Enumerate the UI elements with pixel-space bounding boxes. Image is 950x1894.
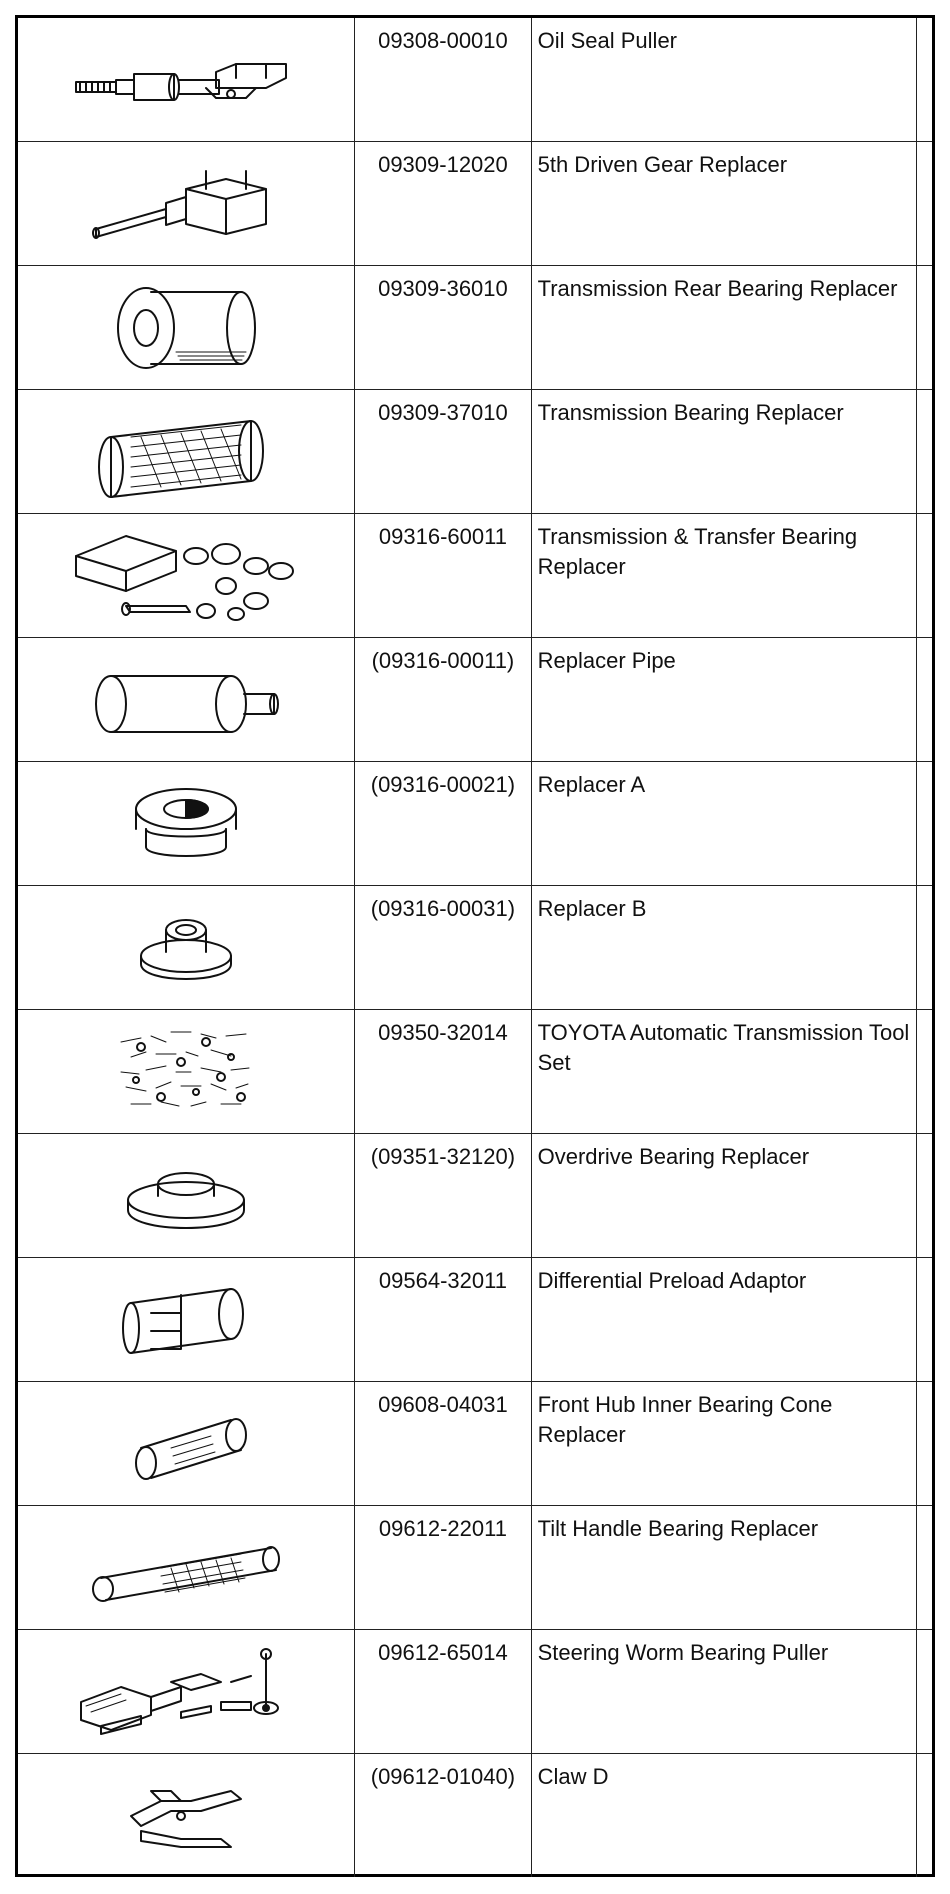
oil-seal-puller-icon: [66, 50, 306, 110]
part-number: 09564-32011: [378, 1268, 507, 1293]
table-row: [18, 514, 932, 638]
tool-description: Transmission & Transfer Bearing Replacer: [537, 524, 858, 579]
replacer-pipe-icon: [86, 660, 286, 740]
tool-table: [15, 15, 935, 1877]
part-number: (09316-00031): [370, 896, 516, 921]
part-number: 09308-00010: [378, 28, 508, 53]
table-row: [18, 1506, 932, 1630]
part-number: 09350-32014: [378, 1020, 508, 1045]
part-number: (09316-00011): [371, 648, 515, 673]
table-row: [18, 638, 932, 762]
tool-description: Front Hub Inner Bearing Cone Replacer: [537, 1392, 833, 1447]
tool-description: Replacer B: [537, 896, 647, 921]
tool-set-icon: [111, 1022, 261, 1122]
table-row: [18, 1754, 932, 1878]
tool-description: Transmission Rear Bearing Replacer: [537, 276, 898, 301]
tool-description: 5th Driven Gear Replacer: [537, 152, 788, 177]
tool-description: Steering Worm Bearing Puller: [537, 1640, 829, 1665]
overdrive-replacer-icon: [121, 1156, 251, 1236]
part-number: 09608-04031: [378, 1392, 508, 1417]
tilt-handle-replacer-icon: [81, 1528, 291, 1608]
table-row: [18, 1382, 932, 1506]
table-row: [18, 266, 932, 390]
table-row: [18, 1010, 932, 1134]
part-number: 09309-12020: [378, 152, 508, 177]
part-number: (09612-01040): [370, 1764, 516, 1789]
tool-description: Claw D: [537, 1764, 609, 1789]
preload-adaptor-icon: [111, 1275, 261, 1365]
knurled-cylinder-icon: [91, 407, 281, 497]
rear-bearing-replacer-icon: [106, 278, 266, 378]
tool-description: Replacer Pipe: [537, 648, 676, 673]
part-number: (09351-32120): [370, 1144, 516, 1169]
part-number: 09612-65014: [378, 1640, 508, 1665]
gear-replacer-icon: [86, 159, 286, 249]
part-number: (09316-00021): [370, 772, 516, 797]
replacer-a-icon: [126, 779, 246, 869]
table-row: [18, 1630, 932, 1754]
worm-bearing-puller-icon: [71, 1642, 301, 1742]
replacer-set-icon: [66, 526, 306, 626]
table-row: [18, 762, 932, 886]
table-row: [18, 18, 932, 142]
claw-d-icon: [121, 1776, 251, 1856]
tool-description: Tilt Handle Bearing Replacer: [537, 1516, 819, 1541]
tool-description: TOYOTA Automatic Transmission Tool Set: [537, 1020, 910, 1075]
table-row: [18, 142, 932, 266]
table-row: [18, 1134, 932, 1258]
part-number: 09316-60011: [378, 524, 507, 549]
tool-description: Differential Preload Adaptor: [537, 1268, 807, 1293]
tool-description: Replacer A: [537, 772, 646, 797]
replacer-b-icon: [131, 908, 241, 988]
table-row: [18, 1258, 932, 1382]
table-row: [18, 886, 932, 1010]
part-number: 09309-37010: [378, 400, 508, 425]
part-number: 09309-36010: [378, 276, 508, 301]
part-number: 09612-22011: [378, 1516, 507, 1541]
tool-description: Overdrive Bearing Replacer: [537, 1144, 810, 1169]
tool-description: Oil Seal Puller: [537, 28, 677, 53]
table-row: [18, 390, 932, 514]
tool-description: Transmission Bearing Replacer: [537, 400, 844, 425]
cone-replacer-icon: [121, 1404, 251, 1484]
